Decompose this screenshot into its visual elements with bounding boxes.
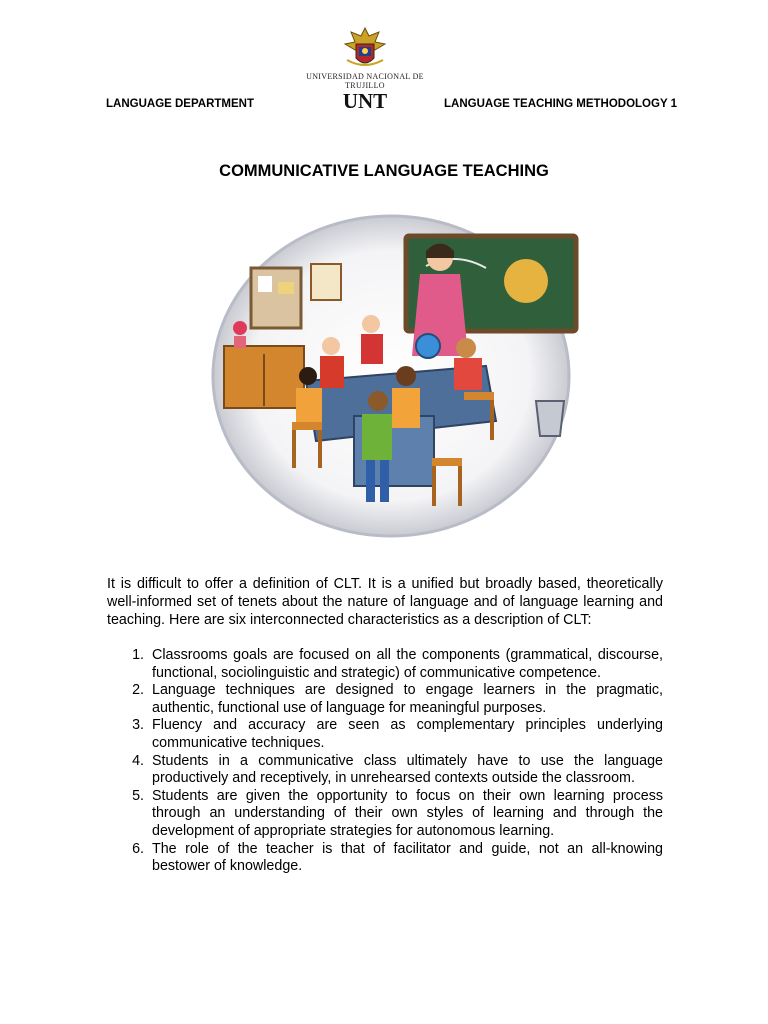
- list-item-number: 3.: [132, 717, 144, 734]
- list-item-text: Fluency and accuracy are seen as complementary principles underlying communicative techniques.: [152, 717, 663, 751]
- classroom-illustration: [196, 196, 596, 566]
- list-item-text: Students are given the opportunity to focus on their own learning process through an understanding of their own styles of learning and through the development of appropriate strategies for autonomous learning.: [152, 787, 663, 839]
- list-item: [107, 682, 663, 717]
- list-item: [107, 647, 663, 682]
- intro-paragraph: It is difficult to offer a definition of CLT. It is a unified but broadly based, theoretically well-informed set of tenets about the nature of language and of language learning and teaching. Here are six interconnected characteristics as a description of CLT:: [107, 576, 663, 628]
- list-item-number: 4.: [132, 752, 144, 769]
- list-item-number: 2.: [132, 682, 144, 699]
- header-course: LANGUAGE TEACHING METHODOLOGY 1: [444, 98, 677, 110]
- list-item-number: 1.: [132, 647, 144, 663]
- list-item: [107, 717, 663, 752]
- list-item: [107, 753, 663, 788]
- list-item-text: Students in a communicative class ultimately have to use the language productively and receptively, in unrehearsed contexts outside the classroom.: [152, 752, 663, 787]
- list-item-text: The role of the teacher is that of facilitator and guide, not an all-knowing bestower of knowledge.: [152, 840, 663, 875]
- university-crest-icon: [339, 26, 391, 70]
- header-department: LANGUAGE DEPARTMENT: [106, 98, 255, 110]
- page-title: COMMUNICATIVE LANGUAGE TEACHING: [219, 162, 549, 180]
- university-logo: [290, 26, 440, 113]
- list-item: [107, 788, 663, 841]
- characteristics-list: [107, 647, 663, 876]
- list-item-text: Language techniques are designed to engage learners in the pragmatic, authentic, functional use of language for meaningful purposes.: [152, 682, 663, 716]
- list-item-number: 6.: [132, 840, 144, 857]
- university-abbr: UNT: [342, 89, 388, 113]
- list-item: [107, 841, 663, 876]
- list-item-text: Classrooms goals are focused on all the components (grammatical, discourse, functional, sociolinguistic and strategic) of communicative competence.: [152, 647, 663, 681]
- university-name: UNIVERSIDAD NACIONAL DE TRUJILLO: [306, 72, 424, 90]
- list-item-number: 5.: [132, 787, 144, 804]
